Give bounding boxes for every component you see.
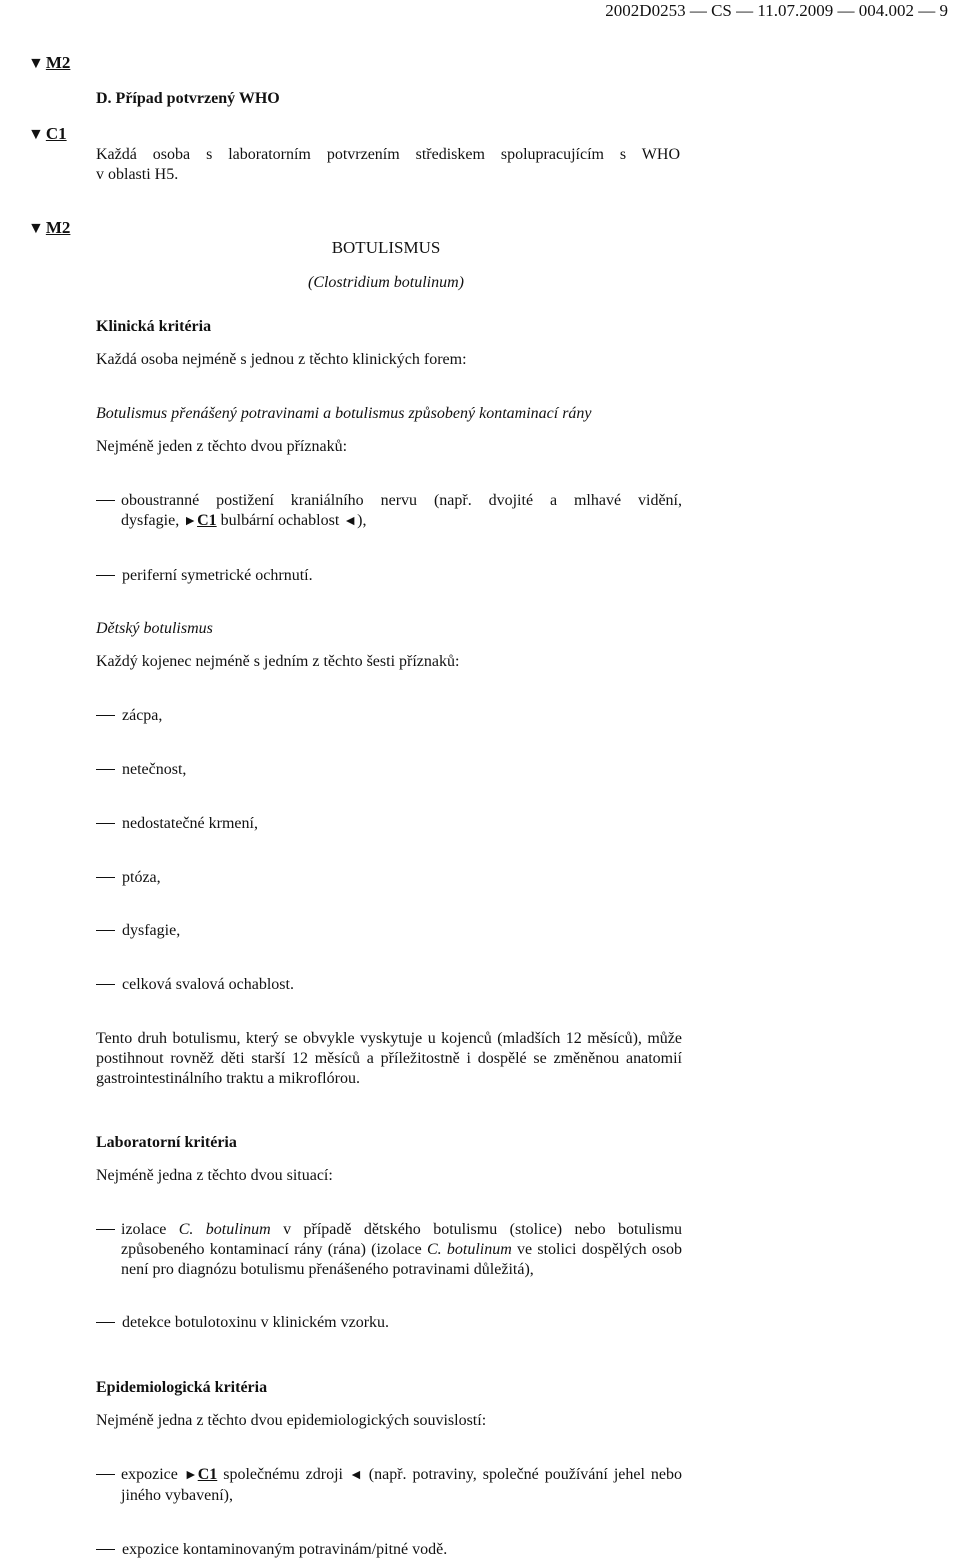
disease-title: BOTULISMUS [331, 238, 441, 257]
infant-botulism-label: Dětský botulismus [96, 620, 213, 637]
symptom-text-cont: dysfagie, ►C1 bulbární ochablost ◄), [121, 512, 367, 529]
down-triangle-icon: ▼ [28, 126, 44, 143]
amendment-marker-c1 [28, 124, 67, 145]
dash-bullet [96, 500, 115, 501]
list-item: zácpa, [96, 706, 162, 726]
amendment-marker-m2 [28, 53, 70, 74]
dash-bullet [96, 1474, 115, 1475]
page-header: 2002D0253 — CS — 11.07.2009 — 004.002 — 9 [605, 1, 948, 20]
form1-intro: Nejméně jeden z těchto dvou příznaků: [96, 438, 348, 455]
list-item [96, 491, 682, 529]
clinical-criteria-heading: Klinická kritéria [96, 318, 212, 335]
amendment-marker-m2 [28, 218, 70, 239]
disease-subtitle: (Clostridium botulinum) [307, 274, 464, 291]
list-item: dysfagie, [96, 921, 180, 941]
epidemiological-intro: Nejméně jedna z těchto dvou epidemiologických souvislostí: [96, 1412, 487, 1429]
dash-bullet [96, 930, 115, 931]
amendment-ref: C1 [197, 512, 217, 529]
dash-bullet [96, 1229, 115, 1230]
dash-bullet [96, 769, 115, 770]
list-item: celková svalová ochablost. [96, 975, 294, 995]
epidemiological-criteria-heading: Epidemiologická kritéria [96, 1379, 268, 1396]
dash-bullet [96, 575, 115, 576]
right-arrow-icon: ► [183, 1468, 198, 1483]
foodborne-wound-botulism-label: Botulismus přenášený potravinami a botulismus způsobený kontaminací rány [96, 405, 592, 422]
list-item: expozice kontaminovaným potravinám/pitné vodě. [96, 1540, 447, 1560]
down-triangle-icon: ▼ [28, 220, 44, 237]
list-item: ptóza, [96, 868, 161, 888]
amendment-code: M2 [45, 53, 71, 72]
amendment-code: C1 [45, 124, 67, 143]
list-item: netečnost, [96, 760, 186, 780]
section-d-text-line1: Každá osoba s laboratorním potvrzením střediskem spolupracujícím s WHO [96, 146, 680, 163]
form2-intro: Každý kojenec nejméně s jedním z těchto šesti příznaků: [96, 653, 460, 670]
dash-bullet [96, 877, 115, 878]
list-item [96, 1465, 682, 1504]
laboratory-intro: Nejméně jedna z těchto dvou situací: [96, 1167, 333, 1184]
list-item [96, 566, 313, 586]
section-d-text-line2: v oblasti H5. [96, 166, 179, 183]
laboratory-criteria-heading: Laboratorní kritéria [96, 1134, 237, 1151]
down-triangle-icon: ▼ [28, 55, 44, 72]
left-arrow-icon: ◄ [348, 1468, 363, 1483]
infant-botulism-note: Tento druh botulismu, který se obvykle vyskytuje u kojenců (mladších 12 měsíců), může postihnout rovněž děti starší 12 měsíců a příležitostně i dospělé se změněnou anatomií gastrointestinálního traktu a mikroflórou. [96, 1030, 682, 1087]
dash-bullet [96, 715, 115, 716]
amendment-ref: C1 [197, 1466, 218, 1483]
amendment-code: M2 [45, 218, 71, 237]
list-item: nedostatečné krmení, [96, 814, 258, 834]
lab-item-text: izolace C. botulinum v případě dětského botulismu (stolice) nebo botulismu způsobeného kontaminací rány (rána) (izolace C. botulinum ve stolici dospělých osob není pro diagnózu botulismu přenášeného potravinami důležitá), [121, 1221, 683, 1278]
epi-item-text: expozice ►C1 společnému zdroji ◄ (např. potraviny, společné používání jehel nebo jiného vybavení), [121, 1466, 682, 1504]
right-arrow-icon: ► [183, 514, 198, 529]
dash-bullet [96, 1549, 115, 1550]
dash-bullet [96, 984, 115, 985]
list-item [96, 1220, 683, 1278]
clinical-intro: Každá osoba nejméně s jednou z těchto klinických forem: [96, 351, 467, 368]
dash-bullet [96, 1322, 115, 1323]
section-d-title: D. Případ potvrzený WHO [96, 90, 280, 107]
left-arrow-icon: ◄ [343, 514, 358, 529]
symptom-text: periferní symetrické ochrnutí. [122, 567, 313, 584]
symptom-text: oboustranné postižení kraniálního nervu (např. dvojité a mlhavé vidění, [121, 492, 682, 509]
list-item: detekce botulotoxinu v klinickém vzorku. [96, 1313, 389, 1333]
dash-bullet [96, 823, 115, 824]
